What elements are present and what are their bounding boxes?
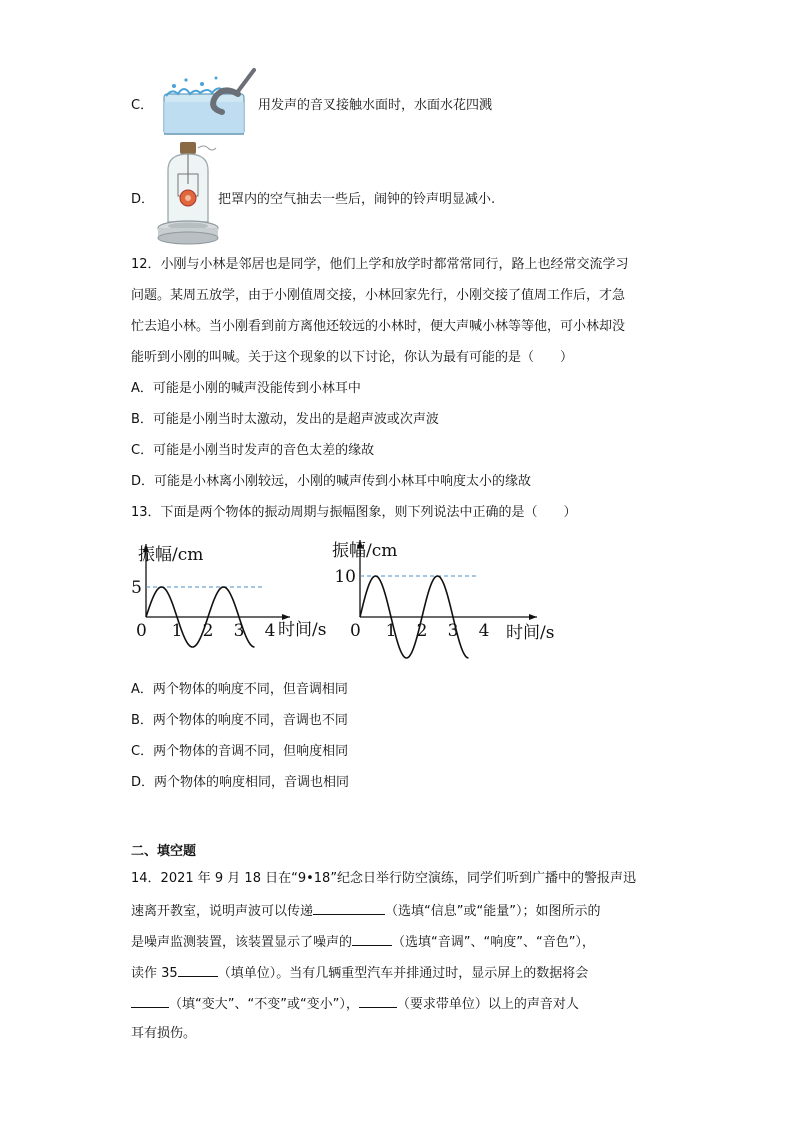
q14-line-4 [131, 963, 588, 983]
q14-line-5-text-b: （要求带单位）以上的声音对人 [396, 997, 579, 1012]
answer-blank-2[interactable] [352, 932, 392, 946]
x-tick-label: 4 [264, 621, 276, 641]
q14-line-4-text-b: （填单位）。当有几辆重型汽车并排通过时，显示屏上的数据将会 [217, 966, 589, 981]
q14-line-2-text-a: 速离开教室，说明声波可以传递 [131, 904, 314, 919]
q13-option-a: A．两个物体的响度不同，但音调相同 [131, 682, 348, 697]
x-tick-label: 0 [350, 621, 361, 641]
option-c-label: C． [131, 98, 154, 113]
q13-option-c: C．两个物体的音调不同，但响度相同 [131, 744, 349, 759]
q14-line-3-text-a: 是噪声监测装置，该装置显示了噪声的 [131, 935, 353, 950]
option-c-text: 用发声的音叉接触水面时，水面水花四溅 [258, 98, 493, 113]
bell-jar-clock-image [154, 140, 220, 246]
x-tick-label: 1 [171, 621, 183, 641]
option-d-text: 把罩内的空气抽去一些后，闹钟的铃声明显减小. [218, 192, 496, 207]
y-axis-label: 振幅/cm [138, 545, 204, 565]
q14-line-3 [131, 932, 595, 952]
x-tick-label: 0 [136, 621, 147, 641]
q12-option-a: A．可能是小刚的喊声没能传到小林耳中 [131, 381, 361, 396]
q14-line-5-text-a: （填“变大”、“不变”或“变小”）， [169, 997, 359, 1012]
answer-blank-1[interactable] [313, 901, 385, 915]
x-tick-label: 4 [478, 621, 490, 641]
q13-option-b: B．两个物体的响度不同，音调也不同 [131, 713, 348, 728]
answer-blank-5[interactable] [359, 994, 397, 1008]
answer-blank-3[interactable] [178, 963, 218, 977]
x-axis-label: 时间/s [506, 623, 555, 643]
q12-option-c: C．可能是小刚当时发声的音色太差的缘故 [131, 443, 375, 458]
x-tick-label: 1 [385, 621, 397, 641]
q12-stem-line-3: 忙去追小林。当小刚看到前方离他还较远的小林时，便大声喊小林等等他，可小林却没 [131, 319, 626, 334]
x-tick-label: 2 [416, 621, 428, 641]
q14-line-2 [131, 901, 600, 921]
y-tick-label: 10 [334, 567, 356, 587]
x-tick-label: 2 [202, 621, 214, 641]
q13-stem: 13．下面是两个物体的振动周期与振幅图象，则下列说法中正确的是（ ） [131, 505, 577, 520]
q12-option-b: B．可能是小刚当时太激动，发出的是超声波或次声波 [131, 412, 439, 427]
answer-blank-4[interactable] [131, 994, 169, 1008]
y-axis-label: 振幅/cm [332, 541, 398, 561]
q14-line-3-text-b: （选填“音调”、“响度”、“音色”）， [392, 935, 595, 950]
q14-line-5 [131, 994, 579, 1014]
q14-line-1: 14．2021 年 9 月 18 日在“9•18”纪念日举行防空演练，同学们听到广播中的警报声迅 [131, 871, 637, 886]
q14-line-4-text-a: 读作 35 [131, 966, 178, 981]
x-tick-label: 3 [447, 621, 459, 641]
q14-line-2-text-b: （选填“信息”或“能量”）；如图所示的 [385, 904, 601, 919]
q12-stem-line-1: 12．小刚与小林是邻居也是同学，他们上学和放学时都常常同行，路上也经常交流学习 [131, 257, 629, 272]
section-title: 二、填空题 [131, 844, 197, 859]
vibration-chart-1 [128, 534, 328, 674]
q14-line-6: 耳有损伤。 [131, 1026, 197, 1041]
vibration-chart-2 [330, 534, 570, 674]
x-tick-label: 3 [233, 621, 245, 641]
x-axis-label: 时间/s [278, 620, 327, 640]
y-tick-label: 5 [131, 578, 142, 598]
tuning-fork-water-image [156, 66, 256, 138]
q12-stem-line-2: 问题。某周五放学，由于小刚值周交接，小林回家先行，小刚交接了值周工作后，才急 [131, 288, 626, 303]
x-axis-arrow [529, 614, 537, 620]
q12-stem-line-4: 能听到小刚的叫喊。关于这个现象的以下讨论，你认为最有可能的是（ ） [131, 350, 574, 365]
q12-option-d: D．可能是小林离小刚较远，小刚的喊声传到小林耳中响度太小的缘故 [131, 474, 532, 489]
option-d-label: D． [131, 192, 155, 207]
q13-option-d: D．两个物体的响度相同，音调也相同 [131, 775, 350, 790]
